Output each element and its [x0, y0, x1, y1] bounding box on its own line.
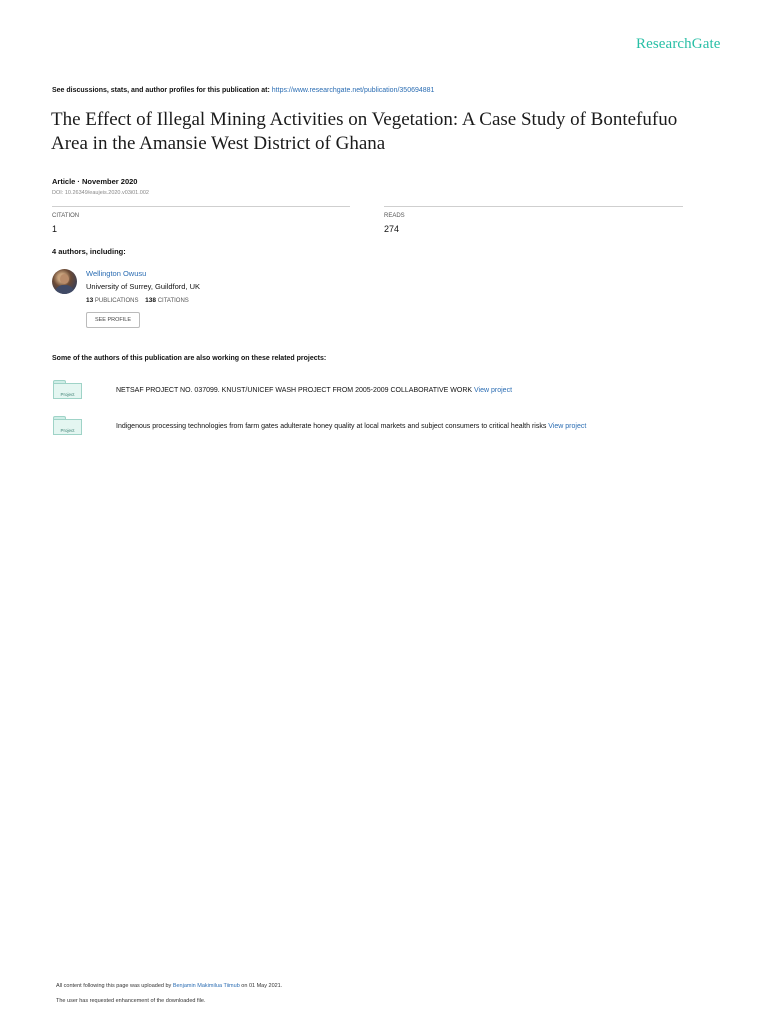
author-name-link[interactable]: Wellington Owusu: [86, 269, 147, 278]
avatar-body-shape: [55, 285, 74, 294]
citations-count: 138: [145, 297, 157, 304]
project-item: [116, 423, 586, 430]
article-type-date: Article · November 2020: [52, 177, 138, 186]
view-project-link[interactable]: View project: [474, 387, 513, 394]
see-profile-button[interactable]: SEE PROFILE: [86, 312, 140, 328]
publications-count: 13: [86, 297, 94, 304]
project-title: NETSAF PROJECT NO. 037099. KNUST/UNICEF WASH PROJECT FROM 2005-2009 COLLABORATIVE WORK: [116, 387, 473, 394]
discussion-label: See discussions, stats, and author profiles for this publication at:: [52, 87, 270, 94]
author-institution: University of Surrey, Guildford, UK: [86, 282, 201, 291]
enhancement-note: The user has requested enhancement of the downloaded file.: [56, 998, 206, 1004]
upload-prefix: All content following this page was uploaded by: [56, 983, 172, 989]
project-icon-label: Project: [53, 419, 82, 435]
upload-note: [56, 983, 282, 989]
uploader-link[interactable]: Benjamin Makimilua Tiimub: [172, 983, 240, 989]
reads-label: READS: [384, 213, 405, 219]
publications-label: PUBLICATIONS: [94, 298, 139, 304]
project-item: [116, 387, 512, 394]
author-stats: [86, 297, 189, 304]
researchgate-logo[interactable]: ResearchGate: [636, 36, 721, 52]
citations-label: CITATIONS: [157, 298, 189, 304]
view-project-link[interactable]: View project: [548, 423, 587, 430]
authors-heading: 4 authors, including:: [52, 247, 126, 256]
citation-value: 1: [52, 224, 58, 234]
related-projects-heading: Some of the authors of this publication are also working on these related projects:: [52, 355, 327, 362]
divider-citation: [52, 206, 350, 207]
upload-suffix: on 01 May 2021.: [241, 983, 283, 989]
publication-url-link[interactable]: https://www.researchgate.net/publication/350694881: [271, 87, 435, 94]
project-icon-label: Project: [53, 383, 82, 399]
project-folder-icon[interactable]: [53, 380, 83, 400]
project-title: Indigenous processing technologies from farm gates adulterate honey quality at local markets and subject consumers to critical health risks: [116, 423, 547, 430]
avatar-face-shape: [60, 274, 69, 284]
author-avatar[interactable]: [52, 269, 77, 294]
citation-label: CITATION: [52, 213, 80, 219]
divider-reads: [384, 206, 683, 207]
project-folder-icon[interactable]: [53, 416, 83, 436]
reads-value: 274: [384, 224, 400, 234]
paper-title: The Effect of Illegal Mining Activities on Vegetation: A Case Study of Bontefufuo Area in the Amansie West District of Ghana: [51, 109, 678, 154]
discussion-line: [52, 87, 434, 94]
doi: DOI: 10.26349/eaujeis.2020.v03i01.002: [52, 190, 149, 196]
